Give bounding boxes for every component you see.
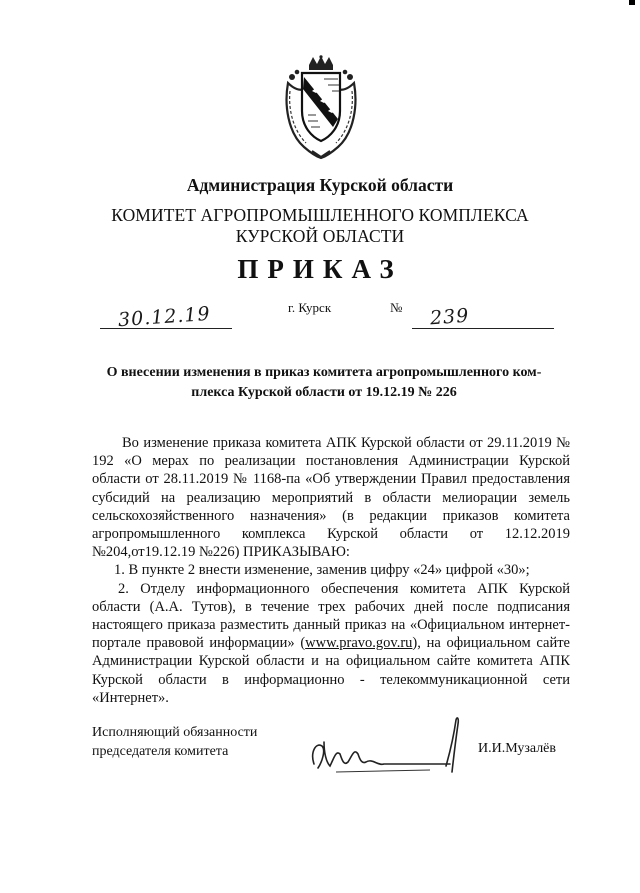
order-subject (80, 363, 568, 403)
committee-name-line2: КУРСКОЙ ОБЛАСТИ (235, 226, 405, 246)
signatory-position (92, 723, 257, 761)
scan-corner-mark (629, 0, 635, 5)
number-underline (412, 328, 554, 329)
committee-name-line1: КОМИТЕТ АГРОПРОМЫШЛЕННОГО КОМПЛЕКСА (111, 205, 529, 225)
signatory-position-line2: председателя комитета (92, 744, 229, 759)
document-type-title: ПРИКАЗ (237, 254, 403, 284)
body-paragraph-preamble: Во изменение приказа комитета АПК Курской области от 29.11.2019 № 192 «О мерах по реализации постановления Администрации Курской области от 28.11.2019 № 1168-па «Об утверждении Правил предоставления субсидий на реализацию мероприятий в области мелиорации земель сельскохозяйственного назначения» (в редакции приказов комитета агропромышленного комплекса Курской области от 12.12.2019 №204,от19.12.19 №226) ПРИКАЗЫВАЮ: (92, 435, 570, 561)
item2-text-before-link: 2. Отделу информационного обеспечения комитета АПК Курской области (А.А. Тутов), в течение трех рабочих дней после подписания настоящего приказа разместить данный приказ на «Официальном интернет-портале правовой информации» ( (92, 580, 570, 652)
pravo-gov-link[interactable]: www.pravo.gov.ru (305, 635, 413, 652)
signatory-position-line1: Исполняющий обязанности (92, 725, 258, 740)
body-paragraph-item2 (92, 580, 570, 707)
committee-name (0, 205, 640, 247)
city-label: г. Курск (288, 300, 332, 315)
body-paragraph-item1: 1. В пункте 2 внести изменение, заменив цифру «24» цифрой «30»; (114, 562, 530, 579)
order-body (92, 434, 570, 707)
order-subject-line2: плекса Курской области от 19.12.19 № 226 (191, 385, 457, 400)
date-underline (100, 328, 232, 329)
handwritten-number: 239 (429, 304, 470, 330)
item2-text-after-link: ), на официальном сайте Администрации Курской области и на официальном сайте комитета АПК Курской области в информационно - телекоммуникационной сети «Интернет». (92, 635, 570, 706)
organization-name: Администрация Курской области (186, 175, 454, 195)
number-sign: № (390, 300, 403, 315)
handwritten-date: 30.12.19 (117, 302, 212, 332)
order-subject-line1: О внесении изменения в приказ комитета агропромышленного ком- (106, 365, 542, 380)
signatory-name: И.И.Музалёв (478, 741, 556, 756)
handwritten-signature (300, 712, 472, 782)
coat-of-arms-icon (282, 55, 360, 160)
